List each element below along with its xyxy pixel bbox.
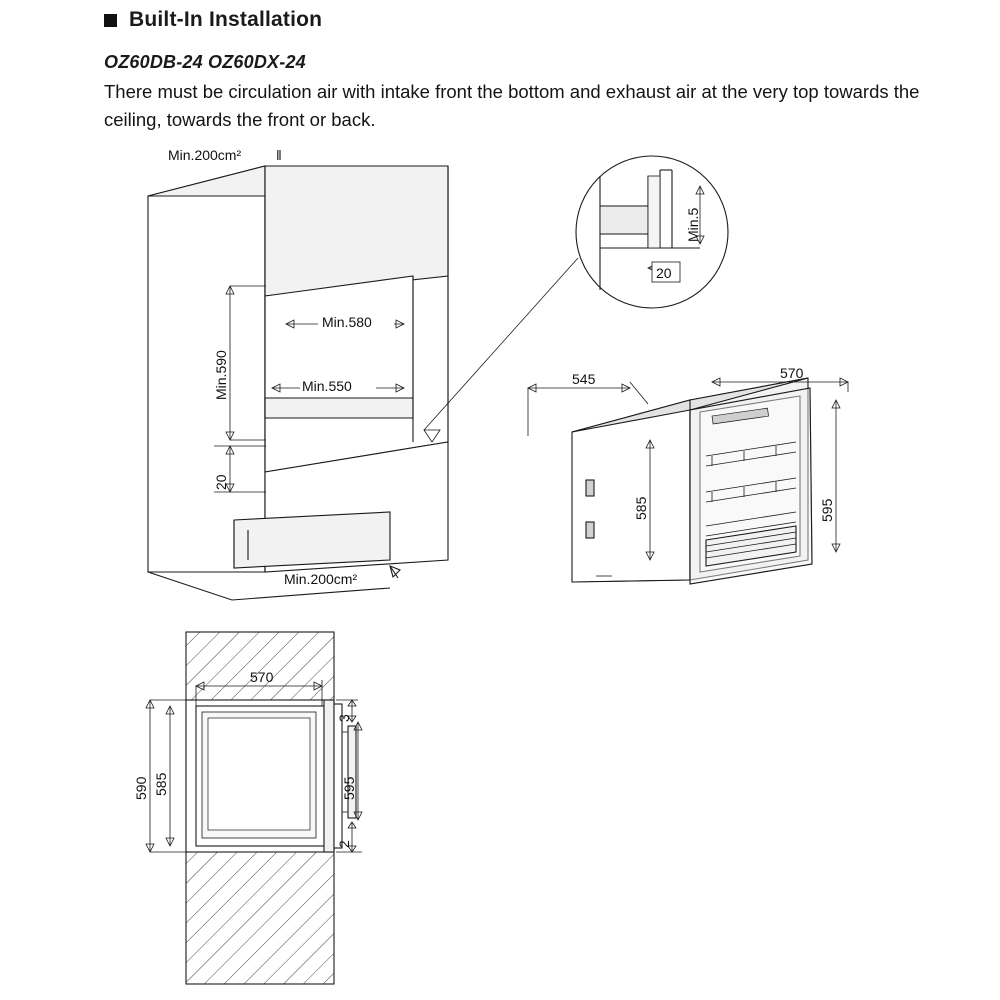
label-570-front: 570 — [250, 669, 274, 685]
label-570-iso: 570 — [780, 365, 804, 381]
cabinet-cutout-diagram — [148, 147, 448, 600]
label-585-iso: 585 — [633, 496, 649, 520]
intro-line-2: at the very top towards the ceiling, towards the front or back. — [104, 81, 920, 130]
label-585-front: 585 — [153, 772, 169, 796]
label-gap-3: 3 — [336, 714, 352, 722]
label-offset-20: 20 — [656, 265, 672, 281]
label-min-5: Min.5 — [685, 207, 701, 242]
appliance-isometric-diagram — [528, 365, 848, 584]
detail-callout-diagram — [424, 156, 728, 442]
label-gap-20: 20 — [213, 474, 229, 490]
front-view-diagram — [133, 632, 362, 984]
label-min-580: Min.580 — [322, 314, 372, 330]
label-min-590: Min.590 — [213, 350, 229, 400]
label-590-front: 590 — [133, 776, 149, 800]
label-min-550: Min.550 — [302, 378, 352, 394]
intro-line-1: There must be circulation air with intake front the bottom and exhaust air — [104, 81, 697, 102]
label-gap-2: 2 — [336, 840, 352, 848]
label-595-iso: 595 — [819, 498, 835, 522]
label-vent-bottom: Min.200cm² — [284, 571, 358, 587]
page-title: Built-In Installation — [129, 8, 323, 31]
label-545: 545 — [572, 371, 596, 387]
label-vent-top-mark: ‖ — [276, 147, 282, 163]
label-vent-top: Min.200cm² — [168, 147, 242, 163]
label-595-front: 595 — [341, 776, 357, 800]
model-numbers: OZ60DB-24 OZ60DX-24 — [104, 52, 306, 72]
